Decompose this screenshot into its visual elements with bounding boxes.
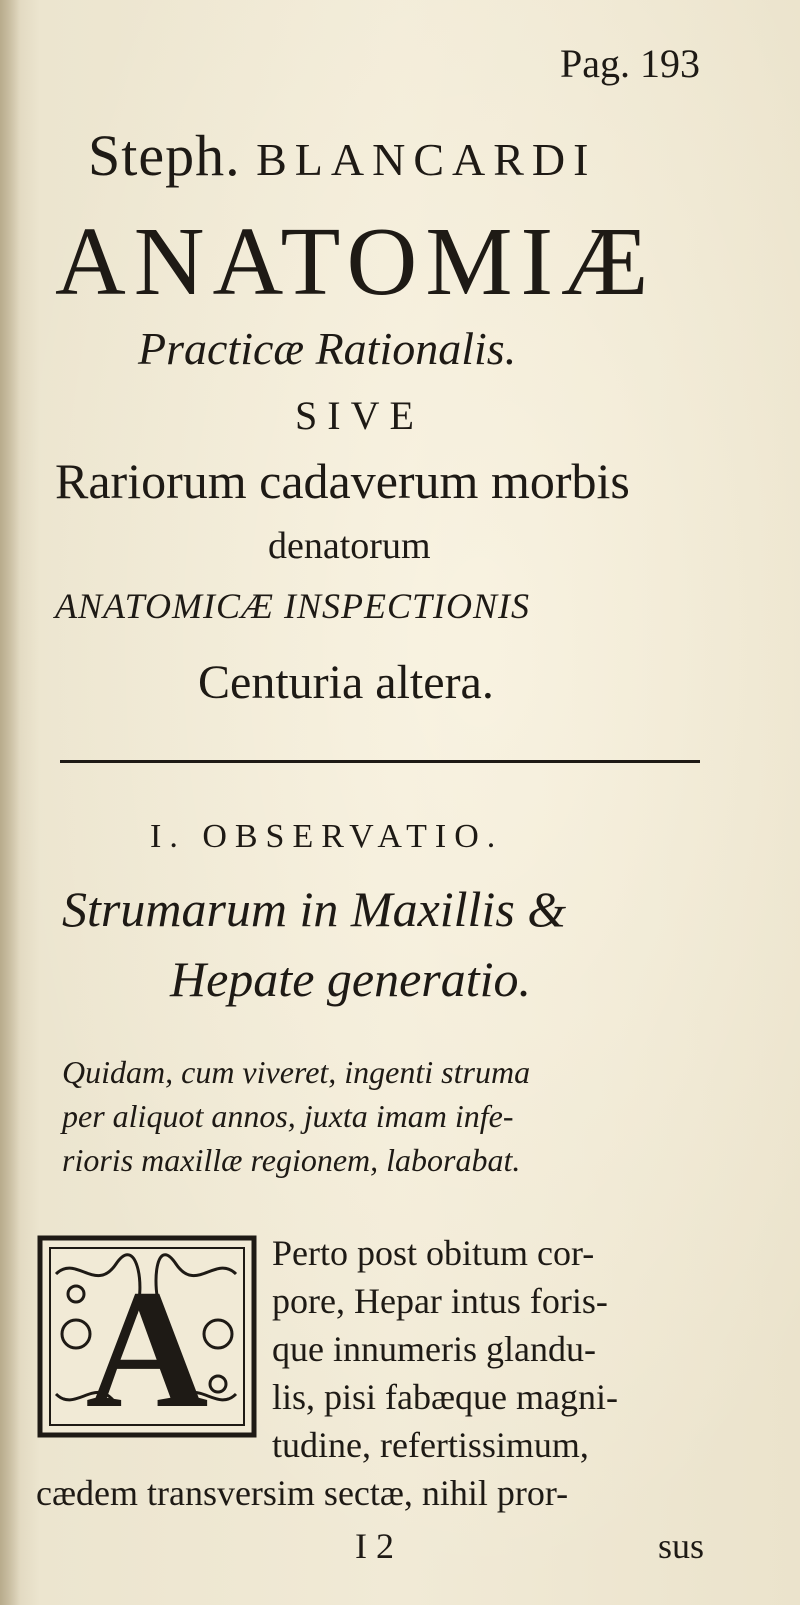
ornamental-initial-icon: [36, 1234, 258, 1439]
summary-line: rioris maxillæ regionem, laborabat.: [62, 1142, 521, 1178]
catchword: sus: [658, 1526, 705, 1566]
summary-line: Quidam, cum viveret, ingenti struma: [62, 1054, 531, 1090]
body-line: tudine, refertissimum,: [272, 1425, 589, 1465]
body-line: que innumeris glandu-: [272, 1329, 596, 1369]
subtitle: Practicæ Rationalis.: [138, 323, 517, 374]
page-number: Pag. 193: [560, 41, 700, 86]
signature-mark: I 2: [355, 1526, 394, 1566]
body-line: pore, Hepar intus foris-: [272, 1281, 608, 1321]
horizontal-rule: [60, 760, 700, 763]
main-title: ANATOMIÆ: [55, 208, 657, 316]
summary-line: per aliquot annos, juxta imam infe-: [62, 1098, 514, 1134]
title-line-rariorum: Rariorum cadaverum morbis: [55, 453, 630, 509]
body-line: Perto post obitum cor-: [272, 1233, 595, 1273]
title-line-centuria: Centuria altera.: [198, 656, 494, 709]
title-line-anatomicae: ANATOMICÆ INSPECTIONIS: [55, 586, 531, 626]
author-surname: BLANCARDI: [256, 134, 597, 185]
sive-line: SIVE: [295, 393, 424, 438]
observation-title-line-2: Hepate generatio.: [170, 951, 532, 1007]
page-gutter-shadow: [0, 0, 20, 1605]
observation-summary: [62, 1050, 530, 1182]
body-line: lis, pisi fabæque magni-: [272, 1377, 618, 1417]
body-line: cædem transversim sectæ, nihil pror-: [36, 1473, 569, 1513]
title-line-denatorum: denatorum: [268, 525, 431, 567]
author-first-name: Steph.: [88, 123, 241, 188]
dropcap-letter: A: [85, 1255, 209, 1439]
observation-title-line-1: Strumarum in Maxillis &: [62, 881, 567, 937]
author-line: [88, 122, 596, 189]
observation-heading: I. OBSERVATIO.: [150, 818, 504, 855]
decorated-initial: [36, 1234, 258, 1439]
